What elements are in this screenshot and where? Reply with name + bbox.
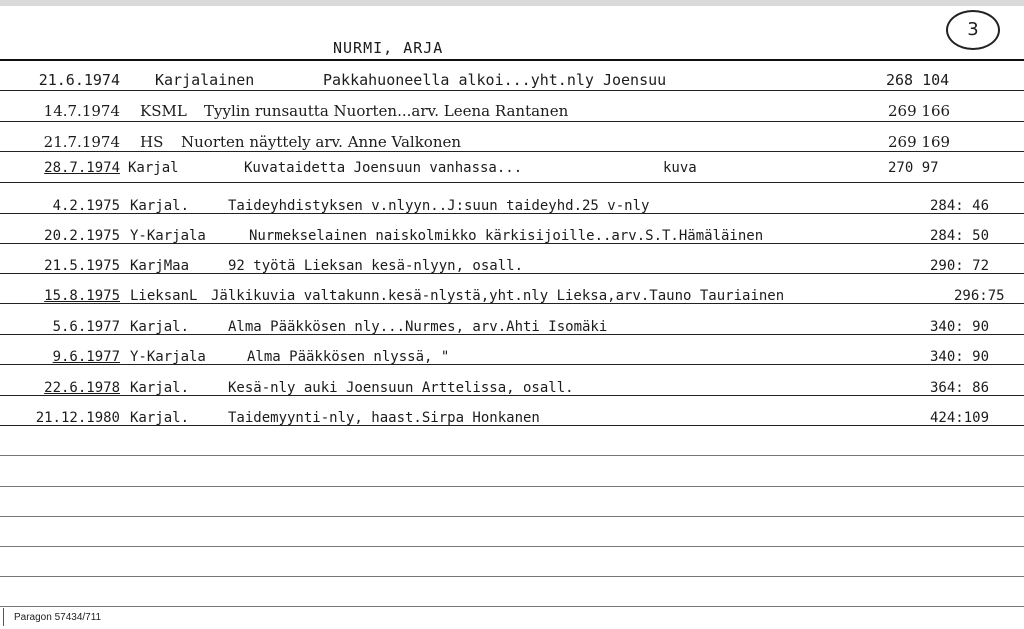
entry-publication: KarjMaa — [130, 258, 190, 274]
entry-text: Taideyhdistyksen v.nlyyn..J:suun taideyhd.25 v-nly — [228, 198, 650, 214]
rule — [0, 606, 1024, 607]
entry-reference: 340: 90 — [930, 349, 990, 365]
rule — [0, 455, 1024, 456]
list-item — [0, 94, 1024, 122]
entry-reference: 269 166 — [888, 102, 951, 120]
rule — [0, 576, 1024, 577]
entry-publication: Karjalainen — [155, 71, 255, 89]
entry-date: 21.7.1974 — [43, 133, 120, 151]
entry-reference: 290: 72 — [930, 258, 990, 274]
entry-publication: Y-Karjala — [130, 228, 206, 244]
entry-reference: 269 169 — [888, 133, 951, 151]
entry-publication: Y-Karjala — [130, 349, 206, 365]
entry-publication: Karjal. — [130, 410, 190, 426]
entry-reference: 284: 50 — [930, 228, 990, 244]
card-print-label: Paragon 57434/711 — [14, 612, 102, 623]
entry-date: 28.7.1974 — [44, 160, 120, 176]
entry-text: Nuorten näyttely arv. Anne Valkonen — [181, 133, 462, 151]
entry-publication: Karjal. — [130, 380, 190, 396]
entry-reference: 270 97 — [888, 160, 939, 176]
list-item — [0, 370, 1024, 398]
entry-date: 20.2.1975 — [44, 228, 120, 244]
entry-date: 21.5.1975 — [44, 258, 120, 274]
rule — [0, 486, 1024, 487]
entry-reference: 364: 86 — [930, 380, 990, 396]
entry-date: 21.12.1980 — [35, 410, 120, 426]
list-item — [0, 278, 1024, 306]
entry-publication: Karjal. — [130, 198, 190, 214]
card-edge-mark — [3, 608, 4, 626]
entry-text: Alma Pääkkösen nly...Nurmes, arv.Ahti Isomäki — [228, 319, 608, 335]
entry-publication: HS — [140, 133, 164, 151]
entry-date: 15.8.1975 — [44, 288, 120, 304]
entry-publication: LieksanL — [130, 288, 198, 304]
entry-reference: 284: 46 — [930, 198, 990, 214]
list-item — [0, 248, 1024, 276]
entry-reference: 424:109 — [930, 410, 990, 426]
list-item — [0, 125, 1024, 153]
list-item — [0, 339, 1024, 367]
entry-note: kuva — [663, 160, 697, 176]
rule-header — [0, 59, 1024, 61]
entry-date: 22.6.1978 — [44, 380, 120, 396]
entry-text: Kuvataidetta Joensuun vanhassa... — [244, 160, 523, 176]
entry-text: Tyylin runsautta Nuorten...arv. Leena Rantanen — [204, 102, 569, 120]
card-number-badge: 3 — [946, 10, 1000, 50]
entry-date: 21.6.1974 — [38, 71, 120, 89]
entry-date: 14.7.1974 — [43, 102, 120, 120]
list-item — [0, 309, 1024, 337]
entry-reference: 340: 90 — [930, 319, 990, 335]
list-item — [0, 400, 1024, 428]
entry-text: 92 työtä Lieksan kesä-nlyyn, osall. — [228, 258, 524, 274]
entry-date: 9.6.1977 — [52, 349, 120, 365]
list-item — [0, 63, 1024, 91]
artist-name: NURMI, ARJA — [333, 39, 444, 57]
entry-publication: KSML — [140, 102, 187, 120]
entry-publication: Karjal. — [130, 319, 190, 335]
card-top-edge — [0, 0, 1024, 6]
entry-text: Kesä-nly auki Joensuun Arttelissa, osall. — [228, 380, 574, 396]
rule — [0, 546, 1024, 547]
list-item — [0, 218, 1024, 246]
entry-reference: 296:75 — [954, 288, 1005, 304]
list-item — [0, 188, 1024, 216]
rule — [0, 182, 1024, 183]
entry-date: 5.6.1977 — [52, 319, 120, 335]
list-item — [0, 150, 1024, 178]
entry-reference: 268 104 — [886, 71, 950, 89]
entry-text: Jälkikuvia valtakunn.kesä-nlystä,yht.nly Lieksa,arv.Tauno Tauriainen — [211, 288, 785, 304]
entry-publication: Karjal — [128, 160, 179, 176]
entry-text: Pakkahuoneella alkoi...yht.nly Joensuu — [323, 71, 667, 89]
entry-date: 4.2.1975 — [52, 198, 120, 214]
entry-text: Alma Pääkkösen nlyssä, " — [247, 349, 450, 365]
rule — [0, 516, 1024, 517]
entry-text: Nurmekselainen naiskolmikko kärkisijoille..arv.S.T.Hämäläinen — [249, 228, 764, 244]
entry-text: Taidemyynti-nly, haast.Sirpa Honkanen — [228, 410, 540, 426]
